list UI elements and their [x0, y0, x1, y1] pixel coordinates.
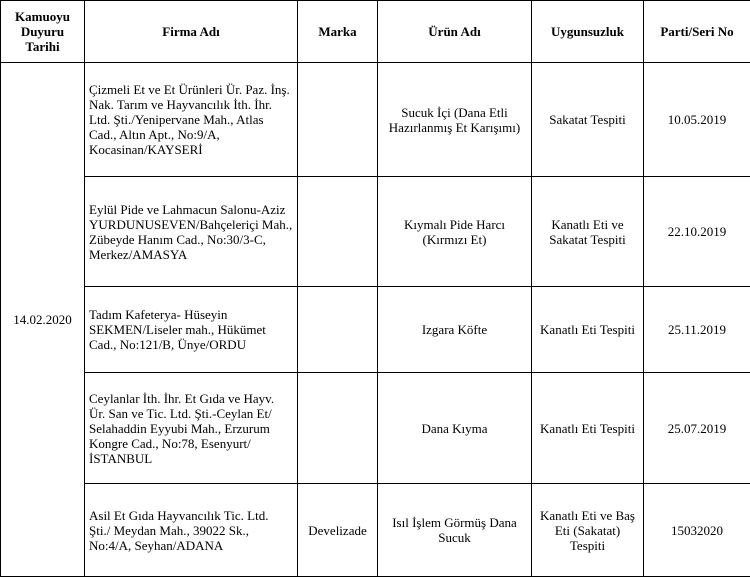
- header-marka: Marka: [298, 1, 378, 63]
- marka-cell: [298, 177, 378, 287]
- uygunsuzluk-cell: Sakatat Tespiti: [532, 63, 644, 177]
- parti-cell: 22.10.2019: [644, 177, 750, 287]
- table-row: [1, 484, 750, 577]
- table-row: [1, 373, 750, 484]
- parti-cell: 10.05.2019: [644, 63, 750, 177]
- uygunsuzluk-cell: Kanatlı Eti Tespiti: [532, 287, 644, 373]
- header-date: Kamuoyu Duyuru Tarihi: [1, 1, 85, 63]
- header-urun: Ürün Adı: [378, 1, 532, 63]
- marka-cell: [298, 373, 378, 484]
- firma-cell: Asil Et Gıda Hayvancılık Tic. Ltd. Şti./ Meydan Mah., 39022 Sk., No:4/A, Seyhan/ADANA: [85, 484, 298, 577]
- urun-cell: Izgara Köfte: [378, 287, 532, 373]
- header-parti: Parti/Seri No: [644, 1, 750, 63]
- firma-cell: Çizmeli Et ve Et Ürünleri Ür. Paz. İnş. Nak. Tarım ve Hayvancılık İth. İhr. Ltd. Şti./Yenipervane Mah., Atlas Cad., Altın Apt., No:9/A, Kocasinan/KAYSERİ: [85, 63, 298, 177]
- marka-cell: Develizade: [298, 484, 378, 577]
- parti-cell: 15032020: [644, 484, 750, 577]
- parti-cell: 25.07.2019: [644, 373, 750, 484]
- table-row: [1, 287, 750, 373]
- firma-cell: Tadım Kafeterya- Hüseyin SEKMEN/Liseler mah., Hükümet Cad., No:121/B, Ünye/ORDU: [85, 287, 298, 373]
- marka-cell: [298, 287, 378, 373]
- header-uygunsuzluk: Uygunsuzluk: [532, 1, 644, 63]
- urun-cell: Isıl İşlem Görmüş Dana Sucuk: [378, 484, 532, 577]
- announcement-date: 14.02.2020: [1, 63, 85, 577]
- uygunsuzluk-cell: Kanatlı Eti ve Sakatat Tespiti: [532, 177, 644, 287]
- urun-cell: Dana Kıyma: [378, 373, 532, 484]
- uygunsuzluk-cell: Kanatlı Eti Tespiti: [532, 373, 644, 484]
- header-firma: Firma Adı: [85, 1, 298, 63]
- firma-cell: Eylül Pide ve Lahmacun Salonu-Aziz YURDUNUSEVEN/Bahçeleriçi Mah., Zübeyde Hanım Cad., No:30/3-C, Merkez/AMASYA: [85, 177, 298, 287]
- urun-cell: Kıymalı Pide Harcı (Kırmızı Et): [378, 177, 532, 287]
- header-row: [1, 1, 750, 63]
- table-row: [1, 63, 750, 177]
- parti-cell: 25.11.2019: [644, 287, 750, 373]
- marka-cell: [298, 63, 378, 177]
- table-row: [1, 177, 750, 287]
- firma-cell: Ceylanlar İth. İhr. Et Gıda ve Hayv. Ür. San ve Tic. Ltd. Şti.-Ceylan Et/ Selahaddin Eyyubi Mah., Erzurum Kongre Cad., No:78, Esenyurt/İSTANBUL: [85, 373, 298, 484]
- uygunsuzluk-cell: Kanatlı Eti ve Baş Eti (Sakatat) Tespiti: [532, 484, 644, 577]
- urun-cell: Sucuk İçi (Dana Etli Hazırlanmış Et Karışımı): [378, 63, 532, 177]
